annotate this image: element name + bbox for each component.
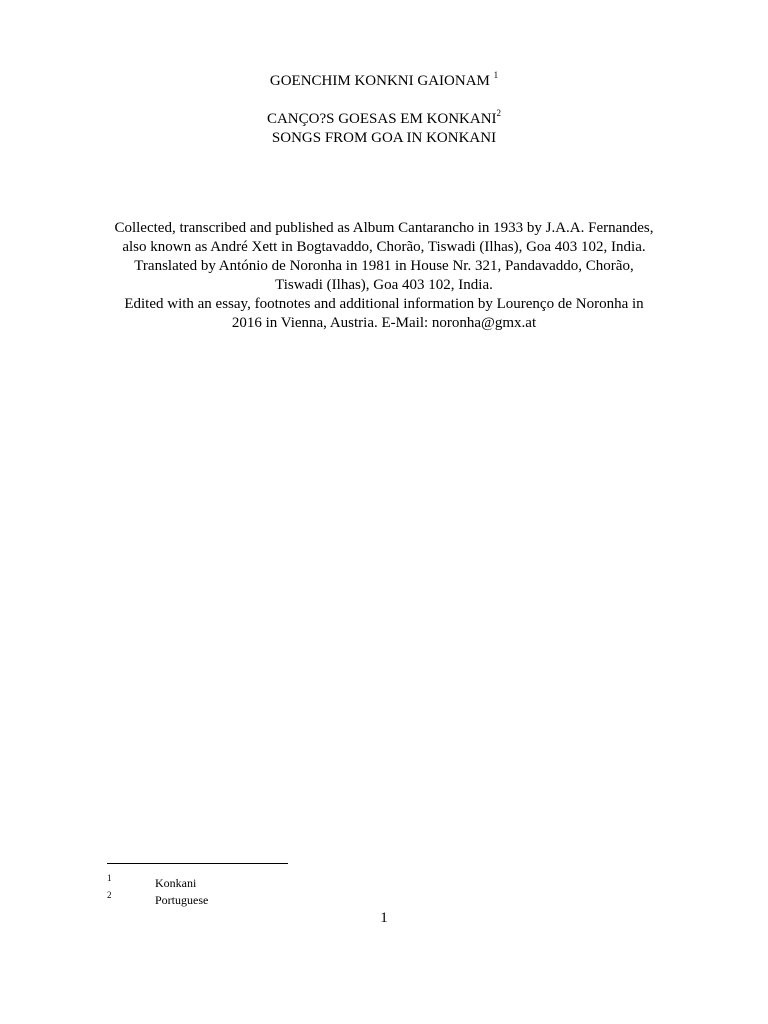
title-konkani bbox=[0, 72, 768, 91]
footnote-text: Portuguese bbox=[155, 893, 209, 907]
footnote-number: 2 bbox=[107, 890, 112, 900]
credits-line: 2016 in Vienna, Austria. E-Mail: noronha@gmx.at bbox=[231, 315, 537, 331]
footnote-number: 1 bbox=[107, 873, 112, 883]
footnote-ref-1[interactable]: 1 bbox=[493, 70, 499, 80]
footnote-ref-2[interactable]: 2 bbox=[496, 108, 502, 118]
credits-line: also known as André Xett in Bogtavaddo, Chorão, Tiswadi (Ilhas), Goa 403 102, India. bbox=[122, 239, 646, 255]
page-number: 1 bbox=[380, 910, 388, 926]
footnote-text: Konkani bbox=[155, 876, 197, 890]
footnote-divider bbox=[107, 863, 288, 864]
title-portuguese bbox=[0, 110, 768, 129]
title-konkani-text: GOENCHIM KONKNI GAIONAM bbox=[269, 73, 490, 89]
credits-line: Collected, transcribed and published as Album Cantarancho in 1933 by J.A.A. Fernandes, bbox=[114, 220, 654, 236]
credits-line: Edited with an essay, footnotes and additional information by Lourenço de Noronha in bbox=[124, 296, 644, 312]
credits-paragraph bbox=[0, 219, 768, 333]
credits-line: Tiswadi (Ilhas), Goa 403 102, India. bbox=[275, 277, 493, 293]
title-portuguese-text: CANÇO?S GOESAS EM KONKANI bbox=[266, 111, 497, 127]
title-english: SONGS FROM GOA IN KONKANI bbox=[271, 130, 497, 146]
credits-line: Translated by António de Noronha in 1981 in House Nr. 321, Pandavaddo, Chorão, bbox=[134, 258, 634, 274]
